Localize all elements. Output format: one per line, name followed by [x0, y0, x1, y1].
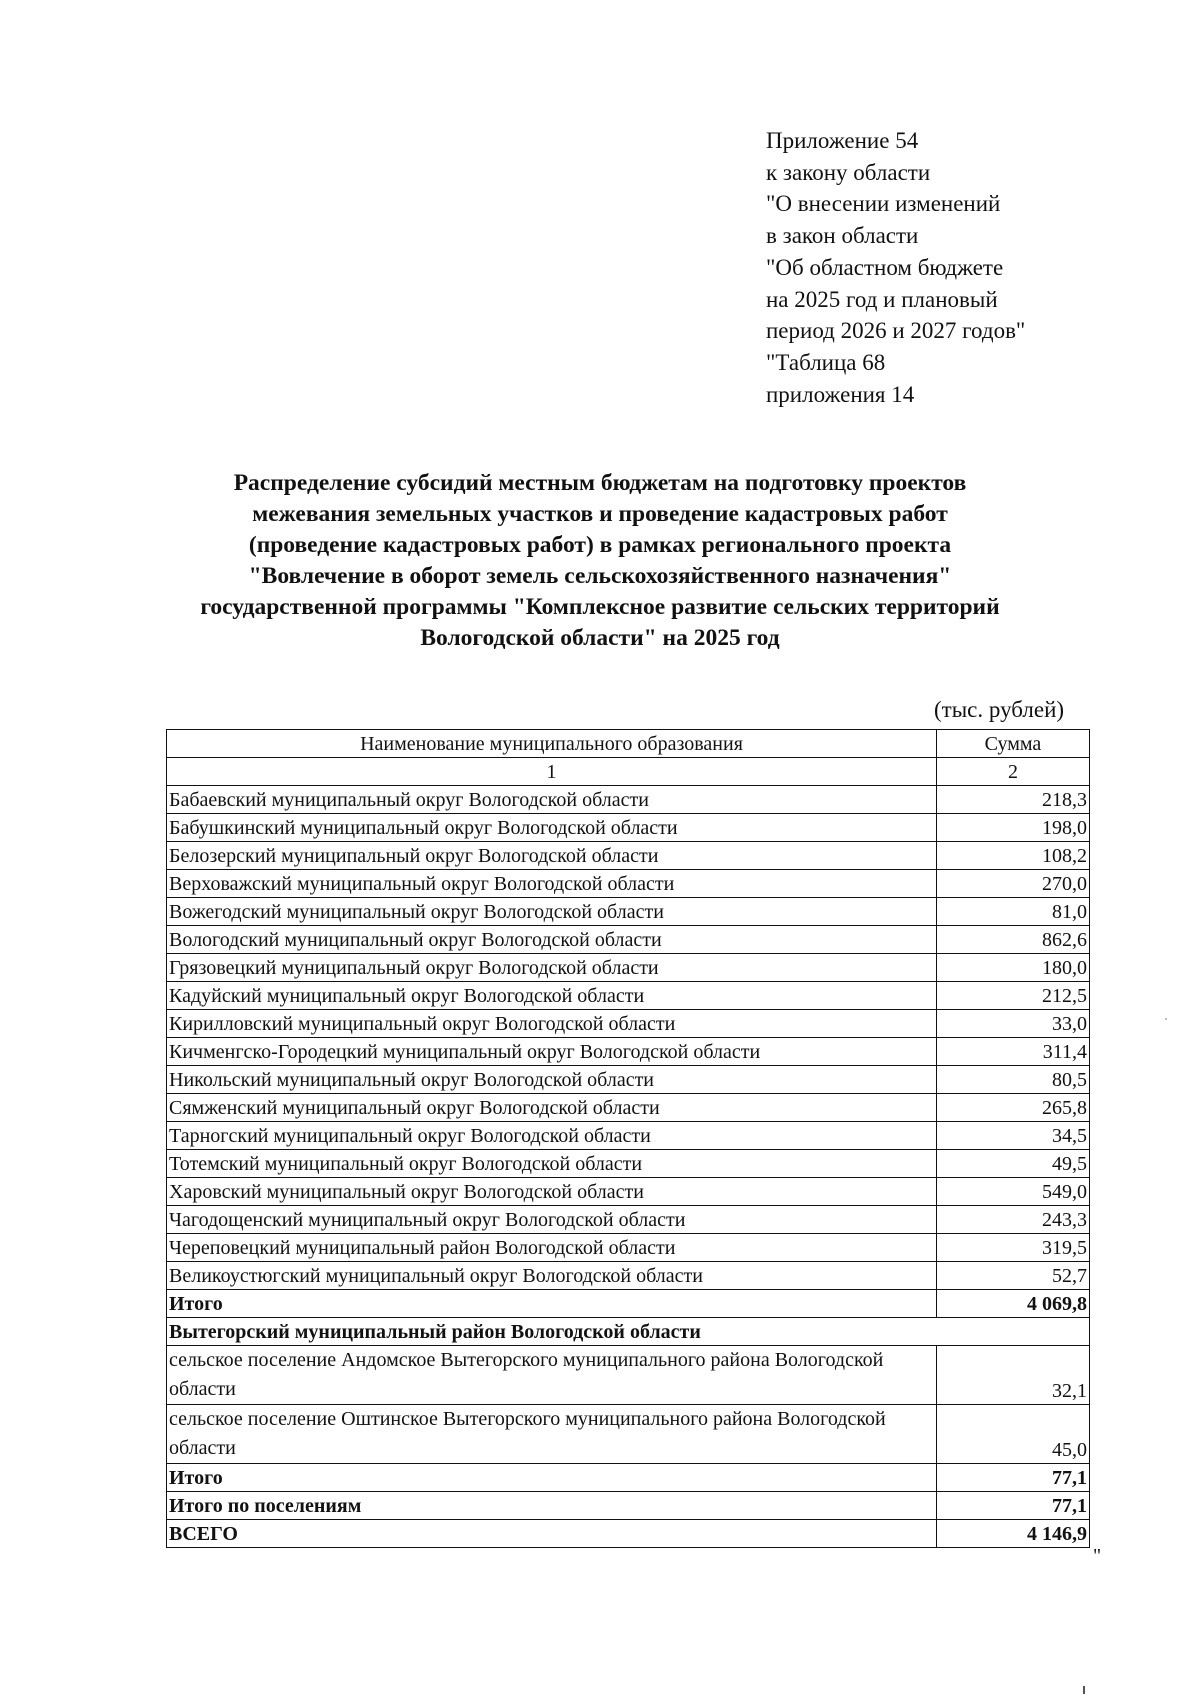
appendix-line: "Об областном бюджете: [766, 254, 1004, 280]
table-row: [167, 1066, 1090, 1094]
amount-cell: 45,0: [937, 1405, 1090, 1464]
appendix-line: в закон области: [766, 223, 919, 249]
amount-cell: 270,0: [937, 870, 1090, 898]
title-line: Распределение субсидий местным бюджетам на подготовку проектов: [233, 470, 967, 496]
scan-speck: [1165, 1018, 1167, 1020]
municipality-name: Бабушкинский муниципальный округ Вологодской области: [167, 814, 937, 842]
settlement-name: сельское поселение Оштинское Вытегорского муниципального района Вологодской области: [167, 1405, 937, 1464]
distribution-table: [166, 729, 1090, 1548]
header-row: [167, 730, 1090, 758]
amount-cell: 34,5: [937, 1122, 1090, 1150]
municipality-name: Кадуйский муниципальный округ Вологодской области: [167, 982, 937, 1010]
subtotal-row: [167, 1290, 1090, 1318]
subtotal-amount: 77,1: [937, 1464, 1090, 1492]
section-heading-row: [167, 1318, 1090, 1346]
amount-cell: 33,0: [937, 1010, 1090, 1038]
units-label: (тыс. рублей): [934, 697, 1065, 722]
title-line: (проведение кадастровых работ) в рамках регионального проекта: [248, 532, 952, 558]
amount-cell: 32,1: [937, 1346, 1090, 1405]
column-number-row: [167, 758, 1090, 786]
municipality-name: Сямженский муниципальный округ Вологодской области: [167, 1094, 937, 1122]
settlement-name: сельское поселение Андомское Вытегорского муниципального района Вологодской области: [167, 1346, 937, 1405]
subtotal-label: Итого: [167, 1290, 937, 1318]
settlements-total-amount: 77,1: [937, 1492, 1090, 1520]
subtotal-row: [167, 1464, 1090, 1492]
municipality-name: Бабаевский муниципальный округ Вологодской области: [167, 786, 937, 814]
table-row: [167, 1234, 1090, 1262]
amount-cell: 198,0: [937, 814, 1090, 842]
appendix-line: к закону области: [766, 159, 931, 185]
municipality-name: Великоустюгский муниципальный округ Вологодской области: [167, 1262, 937, 1290]
header-name: Наименование муниципального образования: [167, 730, 937, 758]
table-row: [167, 842, 1090, 870]
municipality-name: Кирилловский муниципальный округ Вологодской области: [167, 1010, 937, 1038]
municipality-name: Харовский муниципальный округ Вологодской области: [167, 1178, 937, 1206]
table-row: [167, 954, 1090, 982]
subtotal-amount: 4 069,8: [937, 1290, 1090, 1318]
title-line: государственной программы "Комплексное развитие сельских территорий: [200, 594, 1000, 620]
amount-cell: 218,3: [937, 786, 1090, 814]
table-row: [167, 786, 1090, 814]
municipality-name: Вожегодский муниципальный округ Вологодской области: [167, 898, 937, 926]
table-row: [167, 1122, 1090, 1150]
document-title: [100, 468, 1100, 654]
municipality-name: Никольский муниципальный округ Вологодской области: [167, 1066, 937, 1094]
amount-cell: 81,0: [937, 898, 1090, 926]
municipality-name: Грязовецкий муниципальный округ Вологодской области: [167, 954, 937, 982]
grand-total-row: [167, 1520, 1090, 1548]
municipality-name: Кичменгско-Городецкий муниципальный округ Вологодской области: [167, 1038, 937, 1066]
municipality-name: Белозерский муниципальный округ Вологодской области: [167, 842, 937, 870]
grand-total-label: ВСЕГО: [167, 1520, 937, 1548]
appendix-header: [766, 125, 1025, 410]
table-row: [167, 870, 1090, 898]
scan-speck: [1083, 1686, 1085, 1694]
table-row: [167, 1405, 1090, 1464]
appendix-line: Приложение 54: [766, 128, 919, 153]
amount-cell: 549,0: [937, 1178, 1090, 1206]
table-row: [167, 1262, 1090, 1290]
appendix-line: приложения 14: [766, 381, 915, 407]
title-line: Вологодской области" на 2025 год: [420, 625, 780, 651]
title-line: "Вовлечение в оборот земель сельскохозяйственного назначения": [248, 563, 952, 589]
municipality-name: Тотемский муниципальный округ Вологодской области: [167, 1150, 937, 1178]
municipality-name: Тарногский муниципальный округ Вологодской области: [167, 1122, 937, 1150]
amount-cell: 862,6: [937, 926, 1090, 954]
municipality-name: Череповецкий муниципальный район Вологодской области: [167, 1234, 937, 1262]
appendix-line: "Таблица 68: [766, 349, 886, 375]
amount-cell: 311,4: [937, 1038, 1090, 1066]
subtotal-label: Итого: [167, 1464, 937, 1492]
municipality-name: Верховажский муниципальный округ Вологодской области: [167, 870, 937, 898]
table-row: [167, 1150, 1090, 1178]
settlements-total-label: Итого по поселениям: [167, 1492, 937, 1520]
column-number: 2: [937, 758, 1090, 786]
appendix-line: период 2026 и 2027 годов": [766, 318, 1026, 344]
table-row: [167, 1178, 1090, 1206]
amount-cell: 265,8: [937, 1094, 1090, 1122]
table-row: [167, 1206, 1090, 1234]
header-amount: Сумма: [937, 730, 1090, 758]
amount-cell: 80,5: [937, 1066, 1090, 1094]
table-row: [167, 814, 1090, 842]
table-row: [167, 1346, 1090, 1405]
municipality-name: Чагодощенский муниципальный округ Вологодской области: [167, 1206, 937, 1234]
table-row: [167, 898, 1090, 926]
closing-quote: ": [1093, 1545, 1102, 1567]
column-number: 1: [167, 758, 937, 786]
amount-cell: 49,5: [937, 1150, 1090, 1178]
amount-cell: 319,5: [937, 1234, 1090, 1262]
table-row: [167, 1038, 1090, 1066]
table-row: [167, 1010, 1090, 1038]
amount-cell: 243,3: [937, 1206, 1090, 1234]
settlements-total-row: [167, 1492, 1090, 1520]
table-row: [167, 1094, 1090, 1122]
title-line: межевания земельных участков и проведение кадастровых работ: [252, 501, 948, 527]
municipality-name: Вологодский муниципальный округ Вологодской области: [167, 926, 937, 954]
amount-cell: 212,5: [937, 982, 1090, 1010]
amount-cell: 108,2: [937, 842, 1090, 870]
appendix-line: "О внесении изменений: [766, 191, 1001, 217]
amount-cell: 52,7: [937, 1262, 1090, 1290]
section-heading: Вытегорский муниципальный район Вологодской области: [167, 1318, 1090, 1346]
table-row: [167, 982, 1090, 1010]
table-row: [167, 926, 1090, 954]
appendix-line: на 2025 год и плановый: [766, 286, 998, 312]
amount-cell: 180,0: [937, 954, 1090, 982]
grand-total-amount: 4 146,9: [937, 1520, 1090, 1548]
